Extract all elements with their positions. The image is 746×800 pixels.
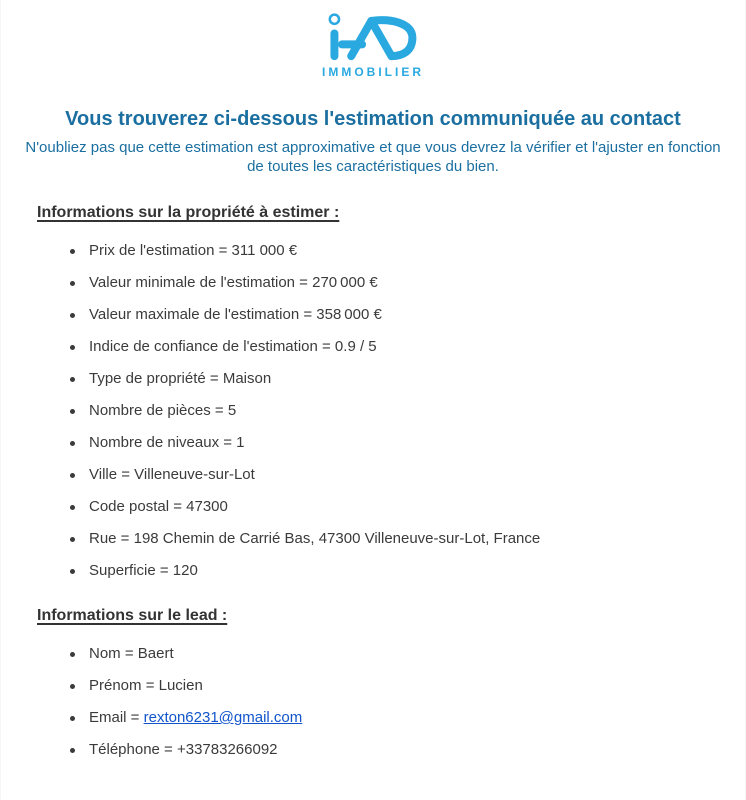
list-item (69, 242, 725, 260)
list-item-text: Prénom = Lucien (89, 677, 203, 694)
section-heading-lead: Informations sur le lead : (37, 607, 228, 624)
list-item-text: Ville = Villeneuve-sur-Lot (89, 466, 255, 483)
list-item (69, 677, 725, 695)
list-item (69, 306, 725, 324)
list-item (69, 338, 725, 356)
list-item-text: Nombre de niveaux = 1 (89, 434, 245, 451)
list-item-text: Email = (89, 709, 144, 726)
list-item (69, 466, 725, 484)
page-subtitle: N'oubliez pas que cette estimation est approximative et que vous devrez la vérifier et l'ajuster en fonction de toutes les caractéristiques du bien. (25, 139, 721, 175)
list-item-text: Indice de confiance de l'estimation = 0.9 / 5 (89, 338, 377, 355)
list-item-text: Nombre de pièces = 5 (89, 402, 237, 419)
list-item-text: Téléphone = +33783266092 (89, 741, 278, 758)
logo-subtext: IMMOBILIER (322, 65, 424, 79)
list-item (69, 402, 725, 420)
list-item (69, 434, 725, 452)
section-heading-property: Informations sur la propriété à estimer : (37, 204, 340, 221)
list-item (69, 645, 725, 663)
list-item (69, 741, 725, 759)
list-item (69, 530, 725, 548)
list-item (69, 274, 725, 292)
list-item-text: Prix de l'estimation = 311 000 € (89, 242, 298, 259)
email-link[interactable]: rexton6231@gmail.com (143, 709, 303, 726)
lead-list (1, 645, 745, 759)
list-item (69, 370, 725, 388)
list-item-text: Rue = 198 Chemin de Carrié Bas, 47300 Villeneuve-sur-Lot, France (89, 530, 541, 547)
list-item-text: Superficie = 120 (89, 562, 198, 579)
page-title: Vous trouverez ci-dessous l'estimation communiquée au contact (65, 108, 681, 130)
list-item-text: Valeur maximale de l'estimation = 358 000 € (89, 306, 382, 323)
property-list (1, 242, 745, 580)
list-item (69, 562, 725, 580)
iad-logo-icon (324, 10, 422, 62)
list-item-text: Valeur minimale de l'estimation = 270 000 € (89, 274, 378, 291)
list-item-text: Code postal = 47300 (89, 498, 228, 515)
list-item-text: Nom = Baert (89, 645, 174, 662)
logo (1, 0, 745, 79)
list-item (69, 498, 725, 516)
list-item-text: Type de propriété = Maison (89, 370, 272, 387)
list-item (69, 709, 725, 727)
property-section (1, 203, 745, 580)
lead-section (1, 606, 745, 759)
